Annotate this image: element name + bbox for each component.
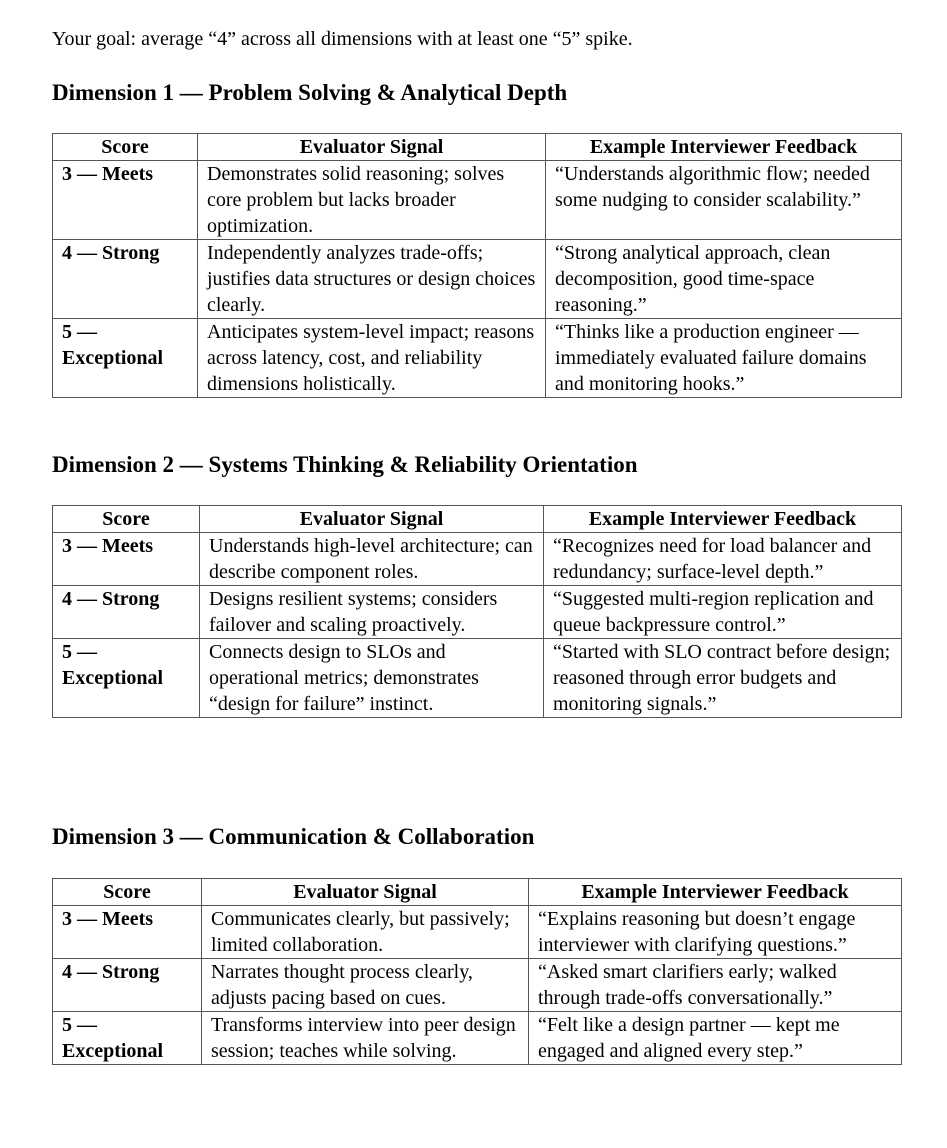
table-header-row <box>53 879 902 906</box>
dimension-1-heading: Dimension 1 — Problem Solving & Analytical Depth <box>52 80 568 105</box>
table-row <box>53 906 902 959</box>
table-row <box>53 240 902 319</box>
dimension-3-heading: Dimension 3 — Communication & Collaboration <box>52 824 535 849</box>
feedback-cell: “Recognizes need for load balancer and redundancy; surface-level depth.” <box>544 533 902 586</box>
score-header: Score <box>53 879 202 906</box>
table-header-row <box>53 506 902 533</box>
feedback-header: Example Interviewer Feedback <box>546 134 902 161</box>
feedback-cell: “Suggested multi-region replication and queue backpressure control.” <box>544 586 902 639</box>
signal-cell: Anticipates system-level impact; reasons across latency, cost, and reliability dimensions holistically. <box>198 319 546 398</box>
table-row <box>53 959 902 1012</box>
signal-cell: Independently analyzes trade-offs; justifies data structures or design choices clearly. <box>198 240 546 319</box>
score-cell: 3 — Meets <box>53 906 202 959</box>
table-header-row <box>53 134 902 161</box>
signal-header: Evaluator Signal <box>200 506 544 533</box>
table-row <box>53 533 902 586</box>
signal-cell: Transforms interview into peer design session; teaches while solving. <box>202 1012 529 1065</box>
feedback-cell: “Explains reasoning but doesn’t engage interviewer with clarifying questions.” <box>529 906 902 959</box>
feedback-cell: “Thinks like a production engineer — immediately evaluated failure domains and monitoring hooks.” <box>546 319 902 398</box>
feedback-cell: “Asked smart clarifiers early; walked through trade-offs conversationally.” <box>529 959 902 1012</box>
signal-header: Evaluator Signal <box>202 879 529 906</box>
signal-cell: Narrates thought process clearly, adjusts pacing based on cues. <box>202 959 529 1012</box>
dimension-2-table <box>52 505 902 718</box>
score-header: Score <box>53 506 200 533</box>
signal-cell: Communicates clearly, but passively; limited collaboration. <box>202 906 529 959</box>
score-cell: 4 — Strong <box>53 240 198 319</box>
table-row <box>53 586 902 639</box>
score-cell: 5 — Exceptional <box>53 639 200 718</box>
score-cell: 4 — Strong <box>53 586 200 639</box>
feedback-cell: “Started with SLO contract before design; reasoned through error budgets and monitoring signals.” <box>544 639 902 718</box>
score-cell: 5 — Exceptional <box>53 1012 202 1065</box>
feedback-cell: “Strong analytical approach, clean decomposition, good time-space reasoning.” <box>546 240 902 319</box>
signal-cell: Designs resilient systems; considers failover and scaling proactively. <box>200 586 544 639</box>
feedback-header: Example Interviewer Feedback <box>529 879 902 906</box>
table-row <box>53 161 902 240</box>
table-row <box>53 639 902 718</box>
table-row <box>53 1012 902 1065</box>
feedback-header: Example Interviewer Feedback <box>544 506 902 533</box>
feedback-cell: “Understands algorithmic flow; needed some nudging to consider scalability.” <box>546 161 902 240</box>
dimension-1-table <box>52 133 902 398</box>
signal-cell: Understands high-level architecture; can describe component roles. <box>200 533 544 586</box>
signal-header: Evaluator Signal <box>198 134 546 161</box>
score-cell: 5 — Exceptional <box>53 319 198 398</box>
dimension-3-table <box>52 878 902 1065</box>
intro-text: Your goal: average “4” across all dimensions with at least one “5” spike. <box>52 28 633 50</box>
score-cell: 3 — Meets <box>53 533 200 586</box>
table-row <box>53 319 902 398</box>
score-header: Score <box>53 134 198 161</box>
score-cell: 4 — Strong <box>53 959 202 1012</box>
score-cell: 3 — Meets <box>53 161 198 240</box>
signal-cell: Connects design to SLOs and operational metrics; demonstrates “design for failure” instinct. <box>200 639 544 718</box>
feedback-cell: “Felt like a design partner — kept me engaged and aligned every step.” <box>529 1012 902 1065</box>
dimension-2-heading: Dimension 2 — Systems Thinking & Reliability Orientation <box>52 452 638 477</box>
signal-cell: Demonstrates solid reasoning; solves core problem but lacks broader optimization. <box>198 161 546 240</box>
